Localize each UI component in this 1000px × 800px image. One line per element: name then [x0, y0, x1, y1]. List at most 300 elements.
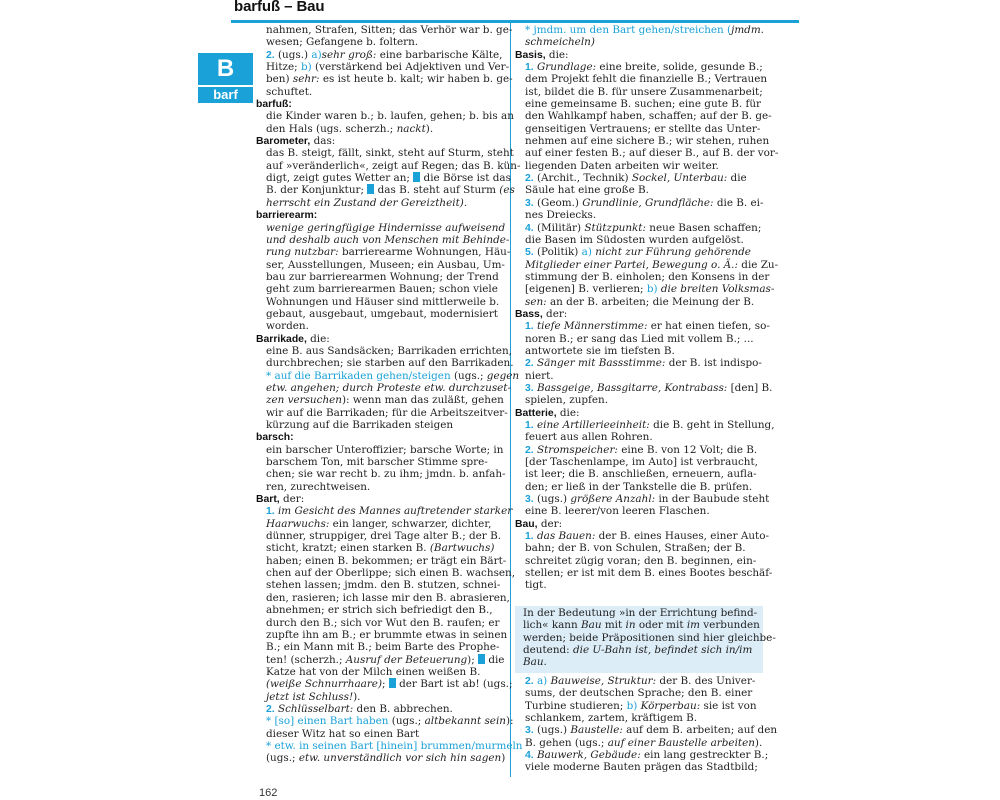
dictionary-line: [256, 617, 506, 629]
text-run: er hat einen tiefen, so-: [647, 320, 770, 333]
text-run: In der Bedeutung »in der Errichtung befind-: [523, 607, 758, 619]
text-run: schmeicheln): [525, 36, 595, 49]
dictionary-line: [256, 542, 506, 554]
text-run: * jmdm. um den Bart gehen/streichen (: [525, 24, 732, 36]
dictionary-line: [515, 24, 765, 36]
dictionary-line: [515, 123, 765, 135]
note-line: [523, 619, 776, 631]
dictionary-line: [515, 555, 765, 567]
text-run: ): [501, 752, 506, 765]
text-run: wesen; Gefangene b. foltern.: [266, 36, 419, 49]
dictionary-line: [515, 700, 765, 712]
dictionary-line: [515, 687, 765, 699]
text-run: dem Projekt fehlt die finanzielle B.; Vertrauen: [525, 73, 768, 86]
text-run: neue Basen schaffen;: [646, 221, 762, 234]
dictionary-line: [515, 222, 765, 234]
note-line: [523, 656, 776, 668]
text-run: genseitigen Vertrauens; er stellte das Unter-: [525, 122, 761, 135]
text-run: );: [467, 653, 479, 666]
thumb-index-letter: B: [198, 53, 253, 85]
dictionary-line: [256, 691, 506, 703]
text-run: ):: [505, 715, 514, 728]
sense-number: 1.: [525, 531, 534, 543]
sense-number: 2.: [525, 444, 534, 456]
dictionary-line: [256, 222, 506, 234]
dictionary-line: [515, 381, 773, 394]
text-run: durchbrechen; sie starben auf den Barrikaden.: [266, 357, 514, 370]
text-run: der:: [542, 307, 568, 320]
dictionary-line: [256, 110, 514, 123]
dictionary-line: [515, 172, 765, 184]
text-run: eine barbarische Kälte,: [376, 48, 503, 61]
text-run: chen auf der Oberlippe; sich einen B. wachsen,: [266, 567, 516, 580]
dictionary-line: [515, 724, 778, 737]
text-run: das:: [310, 135, 336, 148]
text-run: werden; beide Präpositionen sind hier gleichbe-: [523, 631, 776, 644]
text-run: b): [301, 61, 312, 74]
dictionary-line: [256, 381, 511, 394]
text-run: tiefe Männerstimme:: [533, 320, 648, 333]
text-run: B.; ein Mann mit B.; beim Barte des Prophe-: [266, 641, 500, 654]
thumb-index-tab: [198, 53, 253, 101]
text-run: den Hals (ugs. scherzh.;: [266, 122, 397, 135]
running-head: barfuß – Bau: [234, 0, 325, 15]
text-run: Stromspeicher:: [533, 443, 618, 456]
text-run: der:: [279, 493, 305, 506]
dictionary-line: [256, 73, 513, 86]
text-run: ist leer; die B. anschließen, erneuern, aufla-: [525, 468, 757, 481]
text-run: der B. eines Hauses, einer Auto-: [595, 530, 769, 543]
dictionary-line: [256, 629, 506, 641]
dictionary-line: [515, 737, 765, 749]
dictionary-line: [515, 283, 775, 296]
text-run: sen:: [525, 295, 547, 308]
text-run: auf dem B. arbeiten; auf den: [622, 724, 778, 737]
headword: Barometer,: [256, 136, 311, 148]
idiom-marker-icon: [389, 678, 396, 688]
text-run: wenige geringfügige Hindernisse aufweisend: [266, 221, 506, 234]
text-run: etw. angehen; durch Proteste etw. durchzuset-: [266, 381, 511, 394]
text-run: der:: [537, 517, 563, 530]
dictionary-line: [256, 654, 506, 666]
text-run: Säule hat eine große B.: [525, 184, 649, 197]
sense-number: 3.: [525, 197, 534, 209]
text-run: wir auf die Barrikaden; für die Arbeitszeitver-: [266, 406, 508, 419]
text-run: Bauwerk, Gebäude:: [533, 749, 641, 762]
text-run: Turbine studieren;: [525, 699, 627, 712]
text-run: digt, zeigt gutes Wetter an;: [266, 172, 414, 185]
dictionary-line: [256, 135, 506, 147]
text-run: oder mit: [635, 619, 687, 632]
dictionary-line: [256, 296, 506, 308]
sense-number: 4.: [525, 750, 534, 762]
dictionary-line: [256, 493, 506, 505]
text-run: (weiße Schnurrhaare): [266, 678, 383, 691]
dictionary-line: [256, 147, 514, 160]
text-run: auf einer festen B.; auf dieser B., auf B. der vor-: [525, 147, 779, 160]
dictionary-line: [515, 481, 765, 493]
text-run: jmdm.: [731, 24, 764, 36]
text-run: Haarwuchs:: [266, 517, 330, 530]
text-run: (Archit., Technik): [533, 172, 632, 185]
left-column: [256, 24, 523, 765]
text-run: nicht zur Führung gehörende: [591, 246, 751, 259]
text-run: a): [311, 48, 322, 61]
dictionary-line: [256, 36, 506, 48]
dictionary-line: [256, 641, 506, 653]
text-run: das B. steht auf Sturm: [374, 184, 500, 197]
headword: Barrikade,: [256, 333, 307, 345]
dictionary-line: [515, 456, 765, 468]
thumb-index-word: barf: [198, 85, 253, 103]
text-run: (ugs.): [274, 48, 312, 61]
dictionary-line: [515, 712, 765, 724]
text-run: zupfte ihn am B.; er brummte etwas in seinen: [266, 628, 508, 641]
text-run: den, rasieren; ich lasse mir den B. abrasieren,: [266, 591, 510, 604]
dictionary-line: [256, 456, 506, 468]
dictionary-line: [515, 749, 769, 762]
text-run: der B. des Univer-: [656, 675, 756, 687]
dictionary-line: [515, 345, 765, 357]
note-line: [523, 632, 776, 644]
text-run: und deshalb auch von Menschen mit Behinde-: [266, 233, 510, 246]
dictionary-line: [256, 394, 506, 406]
dictionary-line: [256, 715, 514, 728]
dictionary-line: [256, 728, 506, 740]
text-run: ist, bildet die B. für unsere Zusammenarbeit;: [525, 85, 763, 98]
dictionary-line: [515, 370, 765, 382]
text-run: bau zur barrierearmen Wohnung; der Trend: [266, 270, 499, 283]
text-run: (verstärkend bei Adjektiven und Ver-: [311, 61, 510, 74]
headword: Bart,: [256, 494, 280, 506]
dictionary-line: [256, 444, 506, 456]
dictionary-line: [515, 579, 765, 591]
text-run: ;: [382, 678, 389, 691]
dictionary-line: [256, 419, 506, 431]
dictionary-line: [515, 197, 765, 209]
dictionary-line: [515, 49, 765, 61]
dictionary-line: [256, 49, 506, 61]
text-run: antwortete sie im tiefsten B.: [525, 344, 675, 357]
dictionary-line: [515, 270, 770, 283]
text-run: stellen; er ist mit dem B. eines Bootes beschäf-: [525, 567, 773, 580]
text-run: abnehmen; er strich sich befriedigt den B.,: [266, 604, 493, 617]
text-run: * etw. in seinen Bart [hinein] brummen/murmeln: [266, 739, 523, 752]
text-run: ein barscher Unteroffizier; barsche Worte; in: [266, 443, 504, 456]
text-run: Stützpunkt:: [584, 221, 646, 234]
text-run: in der Baubude steht: [655, 493, 770, 506]
text-run: Grundlage:: [533, 61, 597, 74]
dictionary-line: [256, 61, 510, 74]
text-run: nehmen auf eine sichere B.; wir stehen, ruhen: [525, 135, 770, 148]
text-run: das Bauen:: [533, 530, 596, 543]
dictionary-line: [256, 357, 514, 370]
dictionary-line: [515, 296, 765, 308]
text-run: zen versuchen: [266, 394, 342, 407]
text-run: schlankem, zartem, kräftigem B.: [525, 712, 698, 725]
text-run: die:: [306, 332, 330, 345]
dictionary-line: [256, 246, 511, 259]
dictionary-line: [256, 24, 513, 36]
text-run: nackt: [396, 122, 426, 135]
text-run: tigt.: [525, 579, 547, 592]
text-run: nahmen, Strafen, Sitten; das Verhör war b. ge-: [266, 24, 513, 36]
text-run: der B. ist indispo-: [665, 357, 762, 370]
dictionary-line: [256, 666, 506, 678]
dictionary-line: [256, 233, 510, 246]
right-column-continued: [515, 675, 778, 774]
text-run: auf »veränderlich«, zeigt auf Regen; das B. kün-: [266, 159, 521, 172]
text-run: a): [536, 675, 548, 687]
text-run: schreitet zügig voran; den B. beginnen, ein-: [525, 554, 757, 567]
text-run: eine Artillerieeinheit:: [533, 419, 650, 431]
dictionary-line: [515, 530, 769, 543]
text-run: stehen lassen; jmdm. den B. stutzen, schnei-: [266, 579, 501, 592]
text-run: mit: [601, 619, 626, 632]
dictionary-line: [515, 86, 765, 98]
sense-number: 3.: [525, 725, 534, 737]
text-run: gegen: [486, 369, 520, 382]
text-run: Grundlinie, Grundfläche:: [582, 196, 714, 209]
headword: barsch:: [256, 432, 294, 444]
dictionary-line: [256, 518, 506, 530]
text-run: es ist heute b. kalt; wir haben b. ge-: [319, 73, 513, 86]
text-run: an der B. arbeiten; die Meinung der B.: [546, 295, 755, 308]
text-run: die U-Bahn ist, befindet sich in/im: [572, 644, 753, 657]
text-run: (ugs.): [533, 493, 571, 506]
text-run: den; er ließ in der Tankstelle die B. prüfen.: [525, 480, 753, 493]
text-run: Bau.: [523, 656, 547, 669]
text-run: Ausruf der Beteuerung: [345, 653, 468, 666]
text-run: ).: [425, 122, 434, 135]
text-run: die Börse ist das: [420, 172, 511, 185]
text-run: ten! (scherzh.;: [266, 653, 346, 666]
text-run: ).: [754, 736, 763, 749]
text-run: (ugs.): [533, 724, 571, 737]
text-run: ser, Ausstellungen, Museen; ein Ausbau, Um-: [266, 258, 505, 271]
idiom-marker-icon: [478, 654, 485, 664]
text-run: eine B. aus Sandsäcken; Barrikaden errichten,: [266, 344, 512, 357]
dictionary-line: [256, 98, 506, 110]
text-run: spielen, zupfen.: [525, 394, 609, 407]
text-run: die: [727, 172, 747, 185]
headword: Basis,: [515, 49, 546, 61]
dictionary-line: [256, 333, 506, 345]
page-header: [231, 0, 799, 22]
text-run: verbunden: [700, 619, 760, 632]
text-run: die Zu-: [737, 258, 779, 271]
dictionary-line: [515, 333, 765, 345]
sense-number: 2.: [525, 676, 534, 687]
text-run: (Geom.): [533, 196, 583, 209]
text-run: sehr groß:: [321, 48, 377, 61]
headword: Bau,: [515, 518, 538, 530]
dictionary-line: [256, 505, 513, 518]
sense-number: 3.: [525, 494, 534, 506]
dictionary-line: [256, 703, 506, 715]
dictionary-line: [515, 407, 765, 419]
text-run: Bau: [581, 619, 602, 632]
sense-number: 2.: [266, 49, 275, 61]
dictionary-line: [515, 493, 770, 506]
text-run: liegenden Daten arbeiten wir weiter.: [525, 159, 719, 172]
note-line: [523, 607, 776, 619]
text-run: bahn; der B. von Schulen, Straßen; der B.: [525, 542, 746, 555]
text-run: Sänger mit Bassstimme:: [533, 357, 666, 370]
text-run: die:: [545, 48, 569, 61]
text-run: chen; sie war recht b. zu ihm; jmdn. b. anfah-: [266, 468, 506, 481]
dictionary-line: [515, 135, 770, 148]
text-run: Körperbau:: [637, 699, 701, 712]
text-run: die B. geht in Stellung,: [649, 419, 775, 431]
dictionary-line: [515, 61, 765, 73]
text-run: rung nutzbar:: [266, 246, 339, 259]
dictionary-line: [515, 444, 765, 456]
sense-number: 4.: [525, 222, 534, 234]
dictionary-line: [515, 567, 773, 580]
text-run: feuert aus allen Rohren.: [525, 431, 653, 444]
text-run: Baustelle:: [570, 724, 623, 737]
dictionary-line: [515, 73, 768, 86]
text-run: sehr:: [292, 73, 320, 86]
dictionary-line: [515, 468, 765, 480]
text-run: dieser Witz hat so einen Bart: [266, 727, 420, 740]
text-run: eine gemeinsame B. suchen; eine gute B. für: [525, 98, 762, 111]
text-run: noren B.; er sang das Lied mit vollem B.; ...: [525, 332, 754, 345]
text-run: die Kinder waren b.; b. laufen, gehen; b. bis an: [266, 110, 514, 123]
text-run: sie ist von: [700, 699, 757, 712]
dictionary-line: [515, 542, 765, 554]
dictionary-line: [256, 123, 506, 135]
text-run: altbekannt sein: [424, 715, 506, 728]
dictionary-line: [256, 481, 506, 493]
text-run: ): wenn man das zuläßt, gehen: [341, 394, 504, 407]
text-run: niert.: [525, 369, 554, 382]
text-run: worden.: [266, 320, 309, 333]
text-run: ben): [266, 73, 293, 86]
text-run: lich« kann: [523, 619, 581, 632]
text-run: sums, der deutschen Sprache; den B. einer: [525, 687, 753, 700]
text-run: Sockel, Unterbau:: [631, 172, 728, 185]
text-run: die breiten Volksmas-: [657, 283, 775, 296]
text-run: im: [686, 619, 700, 632]
dictionary-line: [256, 320, 506, 332]
text-run: Hitze;: [266, 61, 301, 74]
dictionary-line: [515, 419, 775, 431]
text-run: deutend:: [523, 644, 573, 657]
text-run: die Basen im Südosten wurden aufgelöst.: [525, 233, 744, 246]
text-run: b): [646, 283, 658, 296]
dictionary-line: [256, 468, 506, 480]
text-run: ein lang gestreckter B.;: [640, 749, 769, 762]
text-run: größere Anzahl:: [570, 493, 656, 506]
text-run: Wohnungen und Häuser sind mittlerweile b.: [266, 295, 500, 308]
note-line: [523, 644, 776, 656]
dictionary-line: [256, 555, 506, 567]
dictionary-line: [256, 308, 506, 320]
dictionary-line: [256, 591, 510, 604]
text-run: die: [485, 653, 505, 666]
sense-number: 2.: [525, 173, 534, 185]
text-run: barrierearme Wohnungen, Häu-: [338, 246, 511, 259]
text-run: eine B. von 12 Volt; die B.: [617, 443, 758, 456]
sense-number: 1.: [525, 321, 534, 333]
dictionary-line: [256, 172, 511, 185]
text-run: (es: [499, 184, 515, 197]
text-run: etw. unverständlich vor sich hin sagen: [298, 752, 502, 765]
text-run: Mitglieder einer Partei, Bewegung o. Ä.:: [525, 258, 738, 271]
dictionary-line: [515, 184, 765, 196]
text-run: B. der Konjunktur;: [266, 184, 368, 197]
dictionary-line: [256, 604, 506, 616]
dictionary-line: [515, 308, 765, 320]
dictionary-line: [515, 147, 779, 160]
dictionary-line: [515, 258, 779, 271]
dictionary-line: [515, 36, 765, 48]
text-run: sticht, kratzt; einen starken B.: [266, 542, 430, 555]
dictionary-line: [256, 283, 506, 295]
text-run: die:: [556, 406, 580, 419]
text-run: [den] B.: [727, 381, 773, 394]
page-number: 162: [259, 787, 278, 799]
text-run: eine B. leerer/von leeren Flaschen.: [525, 505, 710, 518]
text-run: in: [625, 619, 636, 632]
text-run: barschem Ton, mit barscher Stimme spre-: [266, 456, 488, 469]
dictionary-line: [256, 752, 506, 764]
text-run: im Gesicht des Mannes auftretender starker: [274, 505, 513, 518]
text-run: haben; einen B. bekommen; er trägt ein Bärt-: [266, 554, 507, 567]
dictionary-line: [256, 739, 523, 752]
text-run: (ugs.;: [388, 715, 425, 728]
dictionary-line: [515, 357, 765, 369]
text-run: [eigenen] B. verlieren;: [525, 283, 647, 296]
sense-number: 2.: [525, 358, 534, 370]
dictionary-line: [515, 160, 765, 172]
dictionary-line: [515, 505, 765, 517]
dictionary-line: [515, 675, 765, 687]
dictionary-line: [256, 159, 521, 172]
headword: barrierearm:: [256, 210, 318, 222]
text-run: Bassgeige, Bassgitarre, Kontrabass:: [533, 381, 728, 394]
headword: Batterie,: [515, 407, 557, 419]
dictionary-line: [515, 431, 765, 443]
dictionary-line: [256, 86, 506, 98]
text-run: B. gehen (ugs.;: [525, 736, 608, 749]
text-run: (Politik): [533, 246, 582, 259]
sense-number: 3.: [525, 382, 534, 394]
text-run: Bauweise, Struktur:: [547, 675, 657, 687]
text-run: * [so] einen Bart haben: [266, 715, 389, 728]
dictionary-line: [256, 369, 520, 382]
sense-number: 2.: [266, 703, 275, 715]
dictionary-line: [256, 567, 516, 580]
text-run: schuftet.: [266, 85, 313, 98]
dictionary-line: [256, 431, 506, 443]
dictionary-line: [515, 234, 765, 246]
dictionary-line: [515, 320, 770, 333]
dictionary-line: [515, 246, 765, 258]
text-run: ein langer, schwarzer, dichter,: [329, 517, 492, 530]
text-run: eine breite, solide, gesunde B.;: [596, 61, 763, 74]
header-rule: [231, 20, 799, 23]
dictionary-line: [515, 394, 765, 406]
headword: Bass,: [515, 308, 543, 320]
dictionary-line: [256, 259, 506, 271]
text-run: auf einer Baustelle arbeiten: [607, 736, 755, 749]
text-run: Katze hat von der Milch einen weißen B.: [266, 665, 481, 678]
sense-number: 1.: [525, 62, 534, 74]
text-run: stimmung der B. einholen; den Konsens in der: [525, 270, 770, 283]
